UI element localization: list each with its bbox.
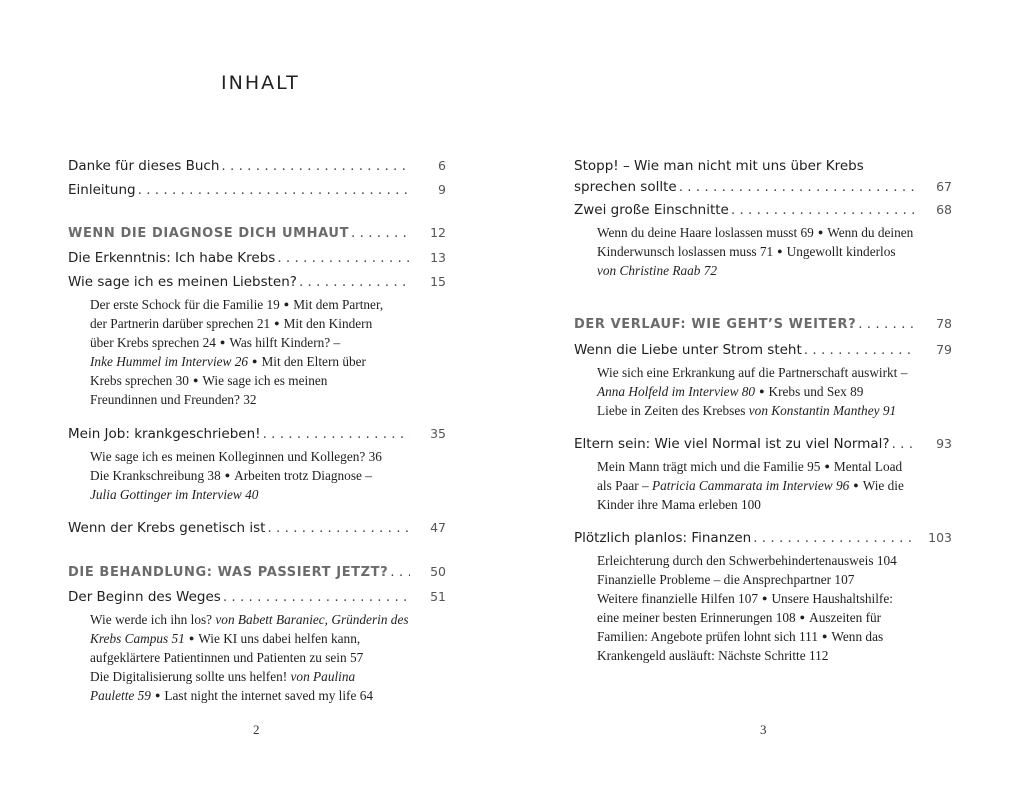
leader-dots [263,423,410,445]
page-number: 3 [760,722,767,737]
toc-entry[interactable]: Mein Job: krankgeschrieben! . . . 35 [68,423,446,445]
toc-entry[interactable]: Einleitung . . . 9 [68,179,446,201]
toc-entry[interactable]: Zwei große Einschnitte . . . 68 [574,199,952,221]
right-page [510,0,1020,793]
leader-dots [351,222,410,244]
subentry-block: Wie sage ich es meinen Kolleginnen und Kollegen? 36 Die Krankschreibung 38 ● Arbeiten trotz Diagnose – Julia Gottinger im Interview 40 [90,449,382,503]
leader-dots [731,199,916,221]
leader-dots [390,561,410,583]
leader-dots [753,527,916,549]
toc-entry[interactable]: Eltern sein: Wie viel Normal ist zu viel Normal? . . . 93 [574,433,952,455]
toc-entry[interactable]: Plötzlich planlos: Finanzen . . . 103 [574,527,952,549]
leader-dots [858,313,916,335]
subentry-block: Wie werde ich ihn los? von Babett Baraniec, Gründerin des Krebs Campus 51 ● Wie KI uns dabei helfen kann, aufgeklärtere Patientinnen und Patienten zu sein 57 Die Digitalisierung sollte uns helfen! von Paulina Paulette 59 ● Last night the internet saved my life 64 [90,612,409,704]
toc-section-heading[interactable]: DER VERLAUF: WIE GEHT’S WEITER? . . . 78 [574,313,952,336]
toc-title: INHALT [221,72,300,94]
page-number: 2 [253,722,260,737]
subentry-block: Der erste Schock für die Familie 19 ● Mit dem Partner, der Partnerin darüber sprechen 21 ● Mit den Kindern über Krebs sprechen 24 ● Was hilft Kindern? – Inke Hummel im Interview 26 ● Mit den Eltern über Krebs sprechen 30 ● Wie sage ich es meinen Freundinnen und Freunden? 32 [90,297,384,408]
subentry-block: Wenn du deine Haare loslassen musst 69 ● Wenn du deinen Kinderwunsch loslassen muss 71 ● Ungewollt kinderlos von Christine Raab 72 [597,225,914,279]
leader-dots [804,339,916,361]
toc-entry[interactable]: Wenn die Liebe unter Strom steht . . . 79 [574,339,952,361]
toc-entry[interactable]: Der Beginn des Weges . . . 51 [68,586,446,608]
toc-entry[interactable]: Stopp! – Wie man nicht mit uns über Krebs [574,158,864,174]
leader-dots [223,586,410,608]
subentry-block: Wie sich eine Erkrankung auf die Partnerschaft auswirkt – Anna Holfeld im Interview 80 ● Krebs und Sex 89 Liebe in Zeiten des Krebses von Konstantin Manthey 91 [597,365,908,419]
leader-dots [267,517,410,539]
leader-dots [221,155,410,177]
toc-entry[interactable]: Wie sage ich es meinen Liebsten? . . . 15 [68,271,446,293]
leader-dots [679,176,916,198]
toc-section-heading[interactable]: DIE BEHANDLUNG: WAS PASSIERT JETZT? . . . 50 [68,561,446,584]
toc-entry-continuation[interactable]: sprechen sollte . . . 67 [574,176,952,198]
toc-section-heading[interactable]: WENN DIE DIAGNOSE DICH UMHAUT . . . 12 [68,222,446,245]
leader-dots [138,179,410,201]
leader-dots [299,271,410,293]
toc-entry[interactable]: Danke für dieses Buch . . . 6 [68,155,446,177]
subentry-block: Erleichterung durch den Schwerbehindertenausweis 104 Finanzielle Probleme – die Ansprechpartner 107 Weitere finanzielle Hilfen 107 ● Unsere Haushaltshilfe: eine meiner besten Erinnerungen 108 ● Auszeiten für Familien: Angebote prüfen lohnt sich 111 ● Wenn das Krankengeld ausläuft: Nächste Schritte 112 [597,553,897,664]
leader-dots [277,247,410,269]
leader-dots [892,433,916,455]
toc-entry[interactable]: Die Erkenntnis: Ich habe Krebs . . . 13 [68,247,446,269]
subentry-block: Mein Mann trägt mich und die Familie 95 ● Mental Load als Paar – Patricia Cammarata im Interview 96 ● Wie die Kinder ihre Mama erleben 100 [597,459,904,513]
toc-entry[interactable]: Wenn der Krebs genetisch ist . . . 47 [68,517,446,539]
